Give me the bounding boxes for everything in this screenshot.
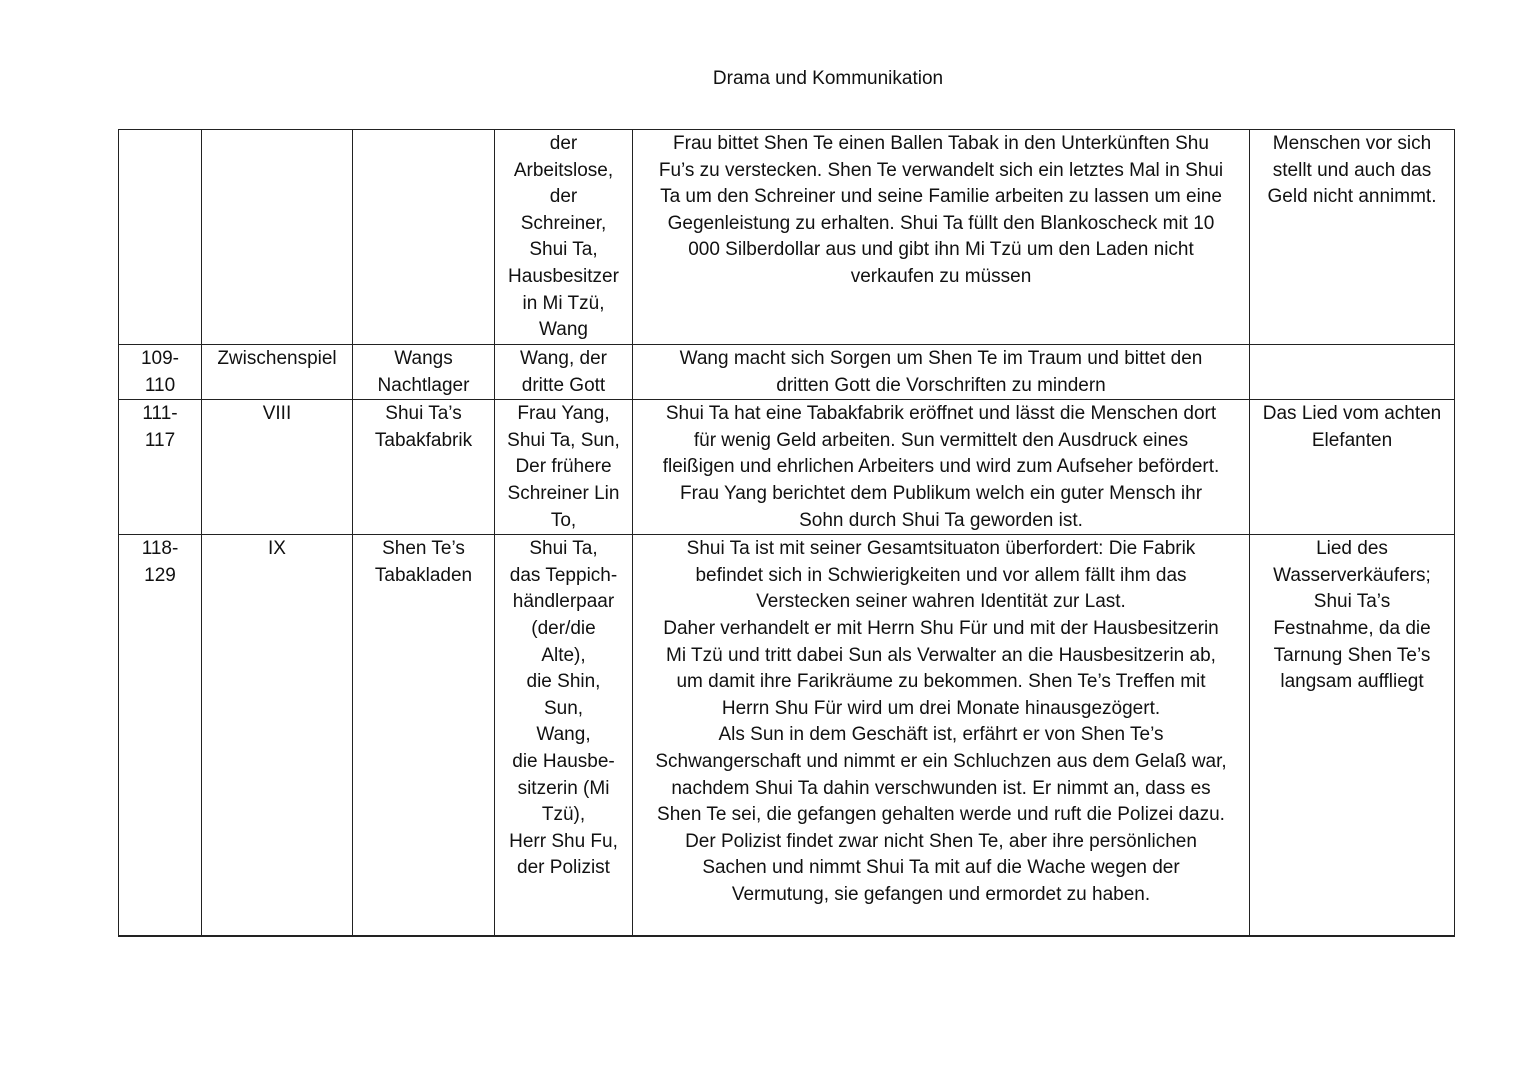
cell-content: Frau bittet Shen Te einen Ballen Tabak in den Unterkünften Shu Fu’s zu verstecken. Shen Te verwandelt sich ein letztes Mal in Shui Ta um den Schreiner und seine Familie arbeiten zu lassen um eine Gegenleistung zu erhalten. Shui Ta füllt den Blankoscheck mit 10 000 Silberdollar aus und gibt ihn Mi Tzü um den Laden nicht verkaufen zu müssen bbox=[633, 130, 1250, 345]
table-row bbox=[119, 400, 1455, 535]
cell-place: Shui Ta’s Tabakfabrik bbox=[353, 400, 495, 535]
cell-pages: 118- 129 bbox=[119, 535, 202, 936]
cell-songs: Das Lied vom achten Elefanten bbox=[1250, 400, 1455, 535]
cell-pages bbox=[119, 130, 202, 345]
cell-songs: Lied des Wasserverkäufers; Shui Ta’s Festnahme, da die Tarnung Shen Te’s langsam auffliegt bbox=[1250, 535, 1455, 936]
cell-scene: VIII bbox=[202, 400, 353, 535]
cell-songs: Menschen vor sich stellt und auch das Geld nicht annimmt. bbox=[1250, 130, 1455, 345]
cell-people: Frau Yang, Shui Ta, Sun, Der frühere Schreiner Lin To, bbox=[495, 400, 633, 535]
cell-place bbox=[353, 130, 495, 345]
page-title: Drama und Kommunikation bbox=[712, 68, 944, 89]
cell-scene bbox=[202, 130, 353, 345]
cell-pages: 111- 117 bbox=[119, 400, 202, 535]
cell-place: Wangs Nachtlager bbox=[353, 345, 495, 400]
cell-content: Wang macht sich Sorgen um Shen Te im Traum und bittet den dritten Gott die Vorschriften zu mindern bbox=[633, 345, 1250, 400]
cell-content: Shui Ta hat eine Tabakfabrik eröffnet und lässt die Menschen dort für wenig Geld arbeiten. Sun vermittelt den Ausdruck eines fleißigen und ehrlichen Arbeiters und wird zum Aufseher befördert. Frau Yang berichtet dem Publikum welch ein guter Mensch ihr Sohn durch Shui Ta geworden ist. bbox=[633, 400, 1250, 535]
cell-pages: 109- 110 bbox=[119, 345, 202, 400]
cell-scene: Zwischenspiel bbox=[202, 345, 353, 400]
table-row bbox=[119, 345, 1455, 400]
cell-people: der Arbeitslose, der Schreiner, Shui Ta, Hausbesitzer in Mi Tzü, Wang bbox=[495, 130, 633, 345]
cell-content: Shui Ta ist mit seiner Gesamtsituaton überfordert: Die Fabrik befindet sich in Schwierigkeiten und vor allem fällt ihm das Verstecken seiner wahren Identität zur Last. Daher verhandelt er mit Herrn Shu Für und mit der Hausbesitzerin Mi Tzü und tritt dabei Sun als Verwalter an die Hausbesitzerin ab, um damit ihre Farikräume zu bekommen. Shen Te’s Treffen mit Herrn Shu Für wird um drei Monate hinausgezögert. Als Sun in dem Geschäft ist, erfährt er von Shen Te’s Schwangerschaft und nimmt er ein Schluchzen aus dem Gelaß war, nachdem Shui Ta dahin verschwunden ist. Er nimmt an, dass es Shen Te sei, die gefangen gehalten werde und ruft die Polizei dazu. Der Polizist findet zwar nicht Shen Te, aber ihre persönlichen Sachen und nimmt Shui Ta mit auf die Wache wegen der Vermutung, sie gefangen und ermordet zu haben. bbox=[633, 535, 1250, 936]
scene-overview-table bbox=[118, 129, 1455, 937]
cell-people: Shui Ta, das Teppich- händlerpaar (der/die Alte), die Shin, Sun, Wang, die Hausbe- sitzerin (Mi Tzü), Herr Shu Fu, der Polizist bbox=[495, 535, 633, 936]
cell-people: Wang, der dritte Gott bbox=[495, 345, 633, 400]
table-row bbox=[119, 130, 1455, 345]
cell-place: Shen Te’s Tabakladen bbox=[353, 535, 495, 936]
table-row bbox=[119, 535, 1455, 936]
cell-songs bbox=[1250, 345, 1455, 400]
cell-scene: IX bbox=[202, 535, 353, 936]
